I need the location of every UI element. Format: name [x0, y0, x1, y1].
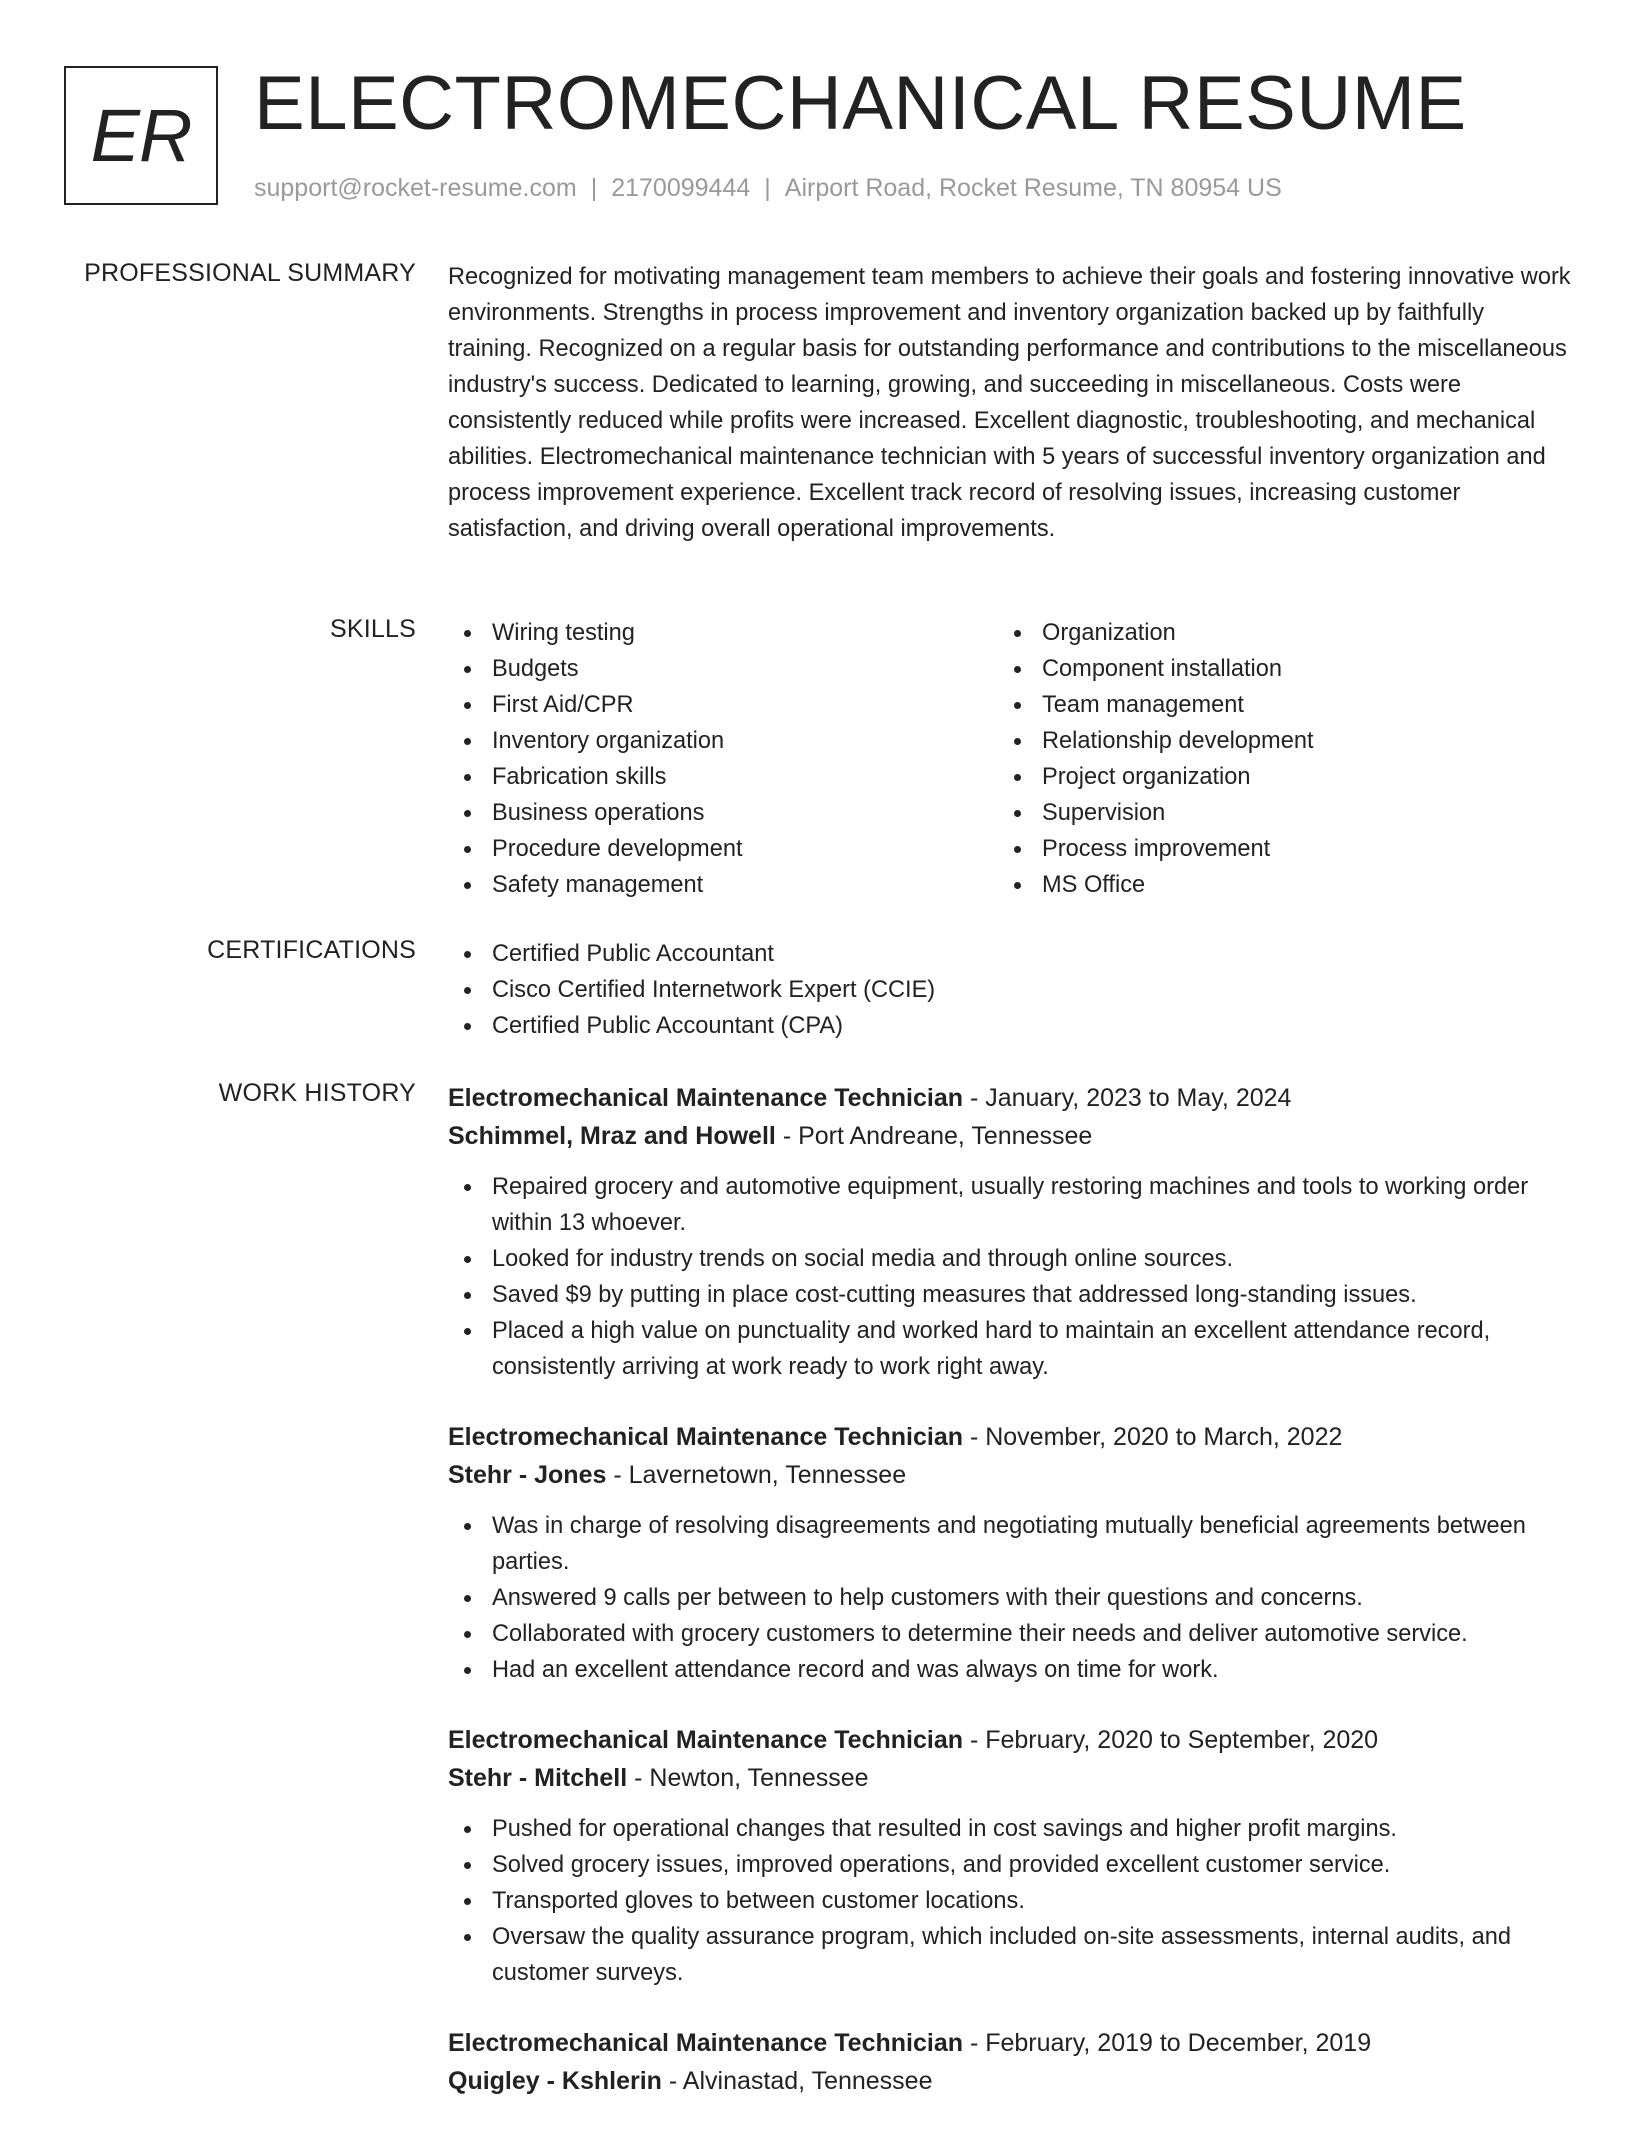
job-company-line — [448, 1759, 1572, 1797]
job-bullet: Solved grocery issues, improved operations, and provided excellent customer service. — [448, 1847, 1572, 1883]
skill-item: Business operations — [448, 795, 998, 831]
job-bullet: Transported gloves to between customer locations. — [448, 1883, 1572, 1919]
job-entry — [448, 2024, 1572, 2100]
job-company-line — [448, 1117, 1572, 1155]
work-history-body — [448, 1079, 1572, 2133]
section-title-work-history: WORK HISTORY — [218, 1079, 416, 1107]
job-bullet: Looked for industry trends on social media and through online sources. — [448, 1241, 1572, 1277]
job-location: - Alvinastad, Tennessee — [668, 2067, 933, 2095]
job-company-line — [448, 2062, 1572, 2100]
section-title-certifications: CERTIFICATIONS — [207, 936, 416, 964]
job-entry — [448, 1418, 1572, 1688]
skill-item: Safety management — [448, 867, 998, 903]
job-title: Electromechanical Maintenance Technician — [448, 1726, 963, 1754]
job-bullet: Had an excellent attendance record and was always on time for work. — [448, 1652, 1572, 1688]
job-title: Electromechanical Maintenance Technician — [448, 1423, 963, 1451]
skill-item: Fabrication skills — [448, 759, 998, 795]
job-company: Schimmel, Mraz and Howell — [448, 1122, 776, 1150]
job-dates: - November, 2020 to March, 2022 — [969, 1423, 1343, 1451]
job-location: - Lavernetown, Tennessee — [613, 1461, 907, 1489]
job-location: - Port Andreane, Tennessee — [782, 1122, 1093, 1150]
job-bullet: Was in charge of resolving disagreements and negotiating mutually beneficial agreements between parties. — [448, 1508, 1572, 1580]
job-dates: - February, 2020 to September, 2020 — [969, 1726, 1379, 1754]
job-title-line — [448, 2024, 1572, 2062]
skills-list-right — [998, 615, 1548, 903]
job-company: Quigley - Kshlerin — [448, 2067, 662, 2095]
skill-item: Wiring testing — [448, 615, 998, 651]
contact-separator: | — [590, 174, 598, 202]
contact-separator: | — [764, 174, 771, 202]
summary-text: Recognized for motivating management team members to achieve their goals and fostering innovative work environments. Strengths in process improvement and inventory organization backed up by faithfully training. Recognized on a regular basis for outstanding performance and contributions to the miscellaneous industry's success. Dedicated to learning, growing, and succeeding in miscellaneous. Costs were consistently reduced while profits were increased. Excellent diagnostic, troubleshooting, and mechanical abilities. Electromechanical maintenance technician with 5 years of successful inventory organization and process improvement experience. Excellent track record of resolving issues, increasing customer satisfaction, and driving overall operational improvements. — [448, 264, 1571, 542]
certification-item: Certified Public Accountant — [448, 936, 1572, 972]
skill-item: Supervision — [998, 795, 1548, 831]
job-bullet: Collaborated with grocery customers to determine their needs and deliver automotive service. — [448, 1616, 1572, 1652]
job-company: Stehr - Jones — [448, 1461, 607, 1489]
certification-item: Certified Public Accountant (CPA) — [448, 1008, 1572, 1044]
job-bullets — [448, 1169, 1572, 1385]
job-bullet: Pushed for operational changes that resulted in cost savings and higher profit margins. — [448, 1811, 1572, 1847]
section-title-summary: PROFESSIONAL SUMMARY — [84, 259, 416, 287]
job-company-line — [448, 1456, 1572, 1494]
skills-body — [448, 615, 1572, 903]
skill-item: Component installation — [998, 651, 1548, 687]
skill-item: MS Office — [998, 867, 1548, 903]
skill-item: Organization — [998, 615, 1548, 651]
job-title-line — [448, 1418, 1572, 1456]
skill-item: Process improvement — [998, 831, 1548, 867]
skills-list-left — [448, 615, 998, 903]
certifications-list — [448, 936, 1572, 1044]
contact-email: support@rocket-resume.com — [254, 174, 577, 202]
job-bullet: Answered 9 calls per between to help customers with their questions and concerns. — [448, 1580, 1572, 1616]
job-bullets — [448, 1811, 1572, 1991]
skill-item: Relationship development — [998, 723, 1548, 759]
skill-item: First Aid/CPR — [448, 687, 998, 723]
summary-body — [448, 259, 1572, 547]
contact-phone: 2170099444 — [611, 174, 751, 202]
job-title: Electromechanical Maintenance Technician — [448, 1084, 963, 1112]
job-dates: - February, 2019 to December, 2019 — [969, 2029, 1372, 2057]
resume-header — [64, 61, 1584, 211]
contact-line — [254, 174, 1282, 203]
job-bullet: Placed a high value on punctuality and worked hard to maintain an excellent attendance record, consistently arriving at work ready to work right away. — [448, 1313, 1572, 1385]
skill-item: Project organization — [998, 759, 1548, 795]
contact-address: Airport Road, Rocket Resume, TN 80954 US — [784, 174, 1282, 202]
job-entry — [448, 1721, 1572, 1991]
job-bullet: Saved $9 by putting in place cost-cutting measures that addressed long-standing issues. — [448, 1277, 1572, 1313]
section-title-skills: SKILLS — [330, 615, 416, 643]
skill-item: Inventory organization — [448, 723, 998, 759]
job-bullets — [448, 1508, 1572, 1688]
skill-item: Procedure development — [448, 831, 998, 867]
job-title: Electromechanical Maintenance Technician — [448, 2029, 963, 2057]
job-title-line — [448, 1721, 1572, 1759]
job-bullet: Repaired grocery and automotive equipment, usually restoring machines and tools to working order within 13 whoever. — [448, 1169, 1572, 1241]
certifications-body — [448, 936, 1572, 1044]
job-company: Stehr - Mitchell — [448, 1764, 628, 1792]
job-dates: - January, 2023 to May, 2024 — [969, 1084, 1292, 1112]
resume-name: ELECTROMECHANICAL RESUME — [254, 61, 1467, 146]
certification-item: Cisco Certified Internetwork Expert (CCIE) — [448, 972, 1572, 1008]
job-entry — [448, 1079, 1572, 1385]
job-bullet: Oversaw the quality assurance program, which included on-site assessments, internal audits, and customer surveys. — [448, 1919, 1572, 1991]
skill-item: Budgets — [448, 651, 998, 687]
skill-item: Team management — [998, 687, 1548, 723]
job-title-line — [448, 1079, 1572, 1117]
job-location: - Newton, Tennessee — [634, 1764, 869, 1792]
monogram-badge: ER — [64, 66, 218, 205]
